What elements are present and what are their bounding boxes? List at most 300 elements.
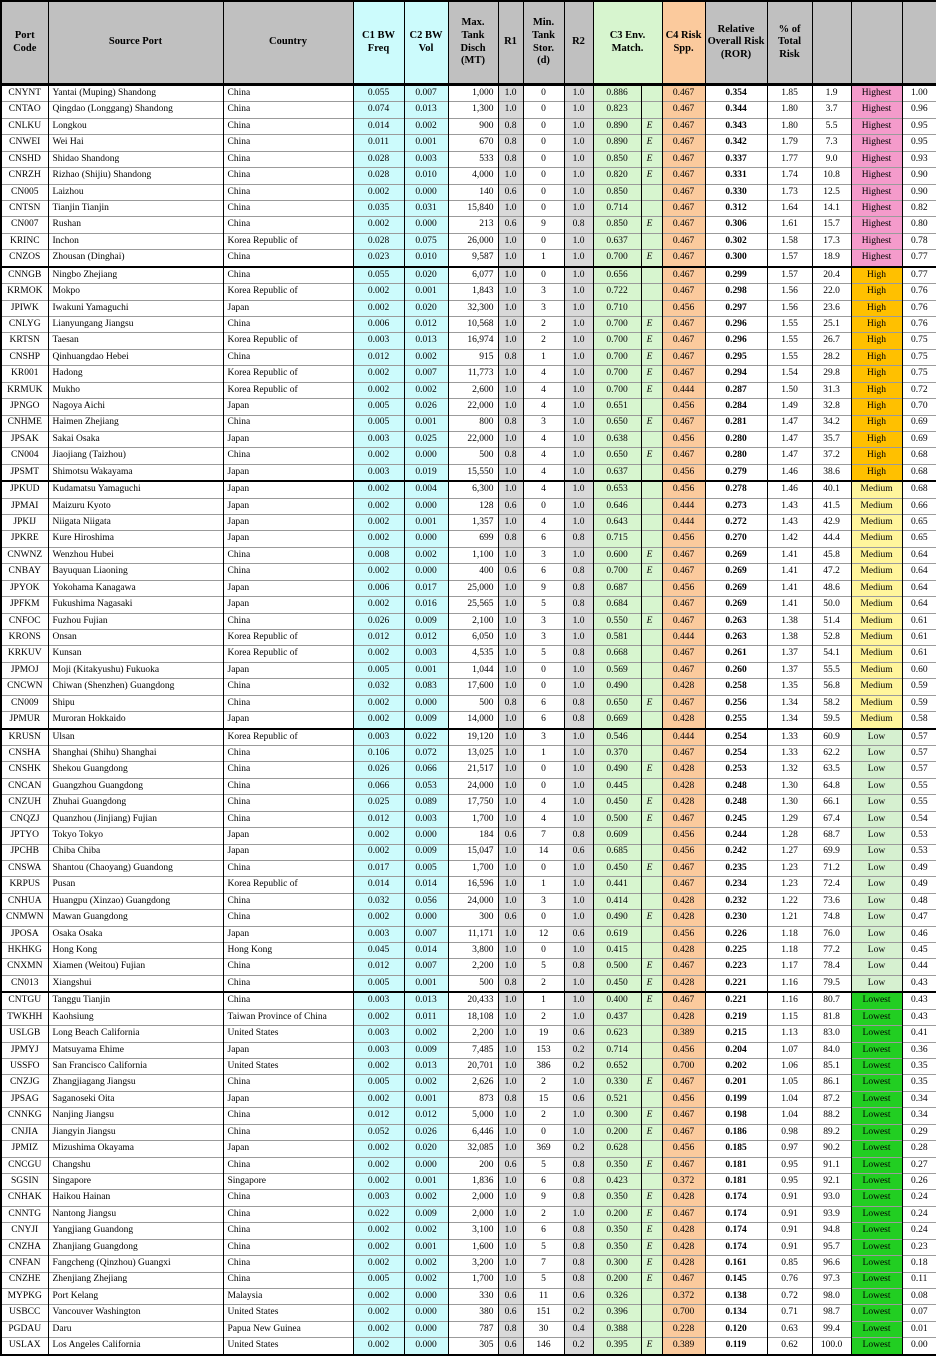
cell-e-flag xyxy=(641,1009,662,1025)
cell-country: Japan xyxy=(223,662,353,678)
cell-risk-category: Highest xyxy=(851,184,902,200)
cell-c4-risk-spp: 0.467 xyxy=(662,448,705,464)
cell-cumulative-pct: 100.0 xyxy=(812,1338,851,1355)
table-row xyxy=(1,795,936,811)
cell-cumulative-pct: 97.3 xyxy=(812,1272,851,1288)
cell-country: Japan xyxy=(223,464,353,481)
cell-max-tank-disch: 16,974 xyxy=(448,333,498,349)
cell-max-tank-disch: 500 xyxy=(448,975,498,992)
table-row xyxy=(1,1288,936,1304)
cell-r2: 0.8 xyxy=(564,959,593,975)
cell-c3-env-match: 0.569 xyxy=(593,662,641,678)
cell-source-port: Inchon xyxy=(48,233,223,249)
cell-r2: 1.0 xyxy=(564,547,593,563)
cell-r1: 1.0 xyxy=(498,1059,523,1075)
cell-pct-total-risk: 1.61 xyxy=(767,217,812,233)
cell-country: China xyxy=(223,1108,353,1124)
cell-max-tank-disch: 5,000 xyxy=(448,1108,498,1124)
cell-e-flag xyxy=(641,630,662,646)
cell-r2: 0.2 xyxy=(564,1338,593,1355)
cell-relative-overall-risk: 0.254 xyxy=(705,729,767,746)
cell-country: United States xyxy=(223,1026,353,1042)
cell-pct-total-risk: 1.64 xyxy=(767,200,812,216)
table-row xyxy=(1,547,936,563)
cell-norm-score: 0.64 xyxy=(902,580,936,596)
cell-country: China xyxy=(223,1124,353,1140)
cell-e-flag: E xyxy=(641,333,662,349)
cell-c1-bw-freq: 0.002 xyxy=(353,1239,404,1255)
cell-max-tank-disch: 1,300 xyxy=(448,102,498,118)
cell-c1-bw-freq: 0.005 xyxy=(353,399,404,415)
cell-relative-overall-risk: 0.258 xyxy=(705,679,767,695)
cell-c3-env-match: 0.628 xyxy=(593,1141,641,1157)
cell-e-flag xyxy=(641,1091,662,1107)
cell-r2: 0.8 xyxy=(564,1272,593,1288)
cell-c2-bw-vol: 0.009 xyxy=(404,844,448,860)
cell-c2-bw-vol: 0.020 xyxy=(404,300,448,316)
cell-c1-bw-freq: 0.002 xyxy=(353,284,404,300)
cell-c3-env-match: 0.450 xyxy=(593,975,641,992)
cell-source-port: Zhangjiagang Jiangsu xyxy=(48,1075,223,1091)
cell-max-tank-disch: 22,000 xyxy=(448,399,498,415)
cell-risk-category: Highest xyxy=(851,200,902,216)
cell-country: Japan xyxy=(223,498,353,514)
cell-c4-risk-spp: 0.428 xyxy=(662,975,705,992)
cell-pct-total-risk: 1.35 xyxy=(767,679,812,695)
cell-relative-overall-risk: 0.284 xyxy=(705,399,767,415)
cell-c3-env-match: 0.650 xyxy=(593,448,641,464)
cell-source-port: Matsuyama Ehime xyxy=(48,1042,223,1058)
cell-risk-category: High xyxy=(851,267,902,284)
cell-cumulative-pct: 63.5 xyxy=(812,762,851,778)
cell-country: Malaysia xyxy=(223,1288,353,1304)
cell-e-flag xyxy=(641,1321,662,1337)
cell-risk-category: Low xyxy=(851,860,902,876)
cell-port-code: TWKHH xyxy=(1,1009,48,1025)
cell-pct-total-risk: 1.34 xyxy=(767,695,812,711)
cell-r1: 1.0 xyxy=(498,630,523,646)
cell-c2-bw-vol: 0.012 xyxy=(404,316,448,332)
cell-cumulative-pct: 77.2 xyxy=(812,943,851,959)
cell-c1-bw-freq: 0.006 xyxy=(353,580,404,596)
table-row xyxy=(1,943,936,959)
cell-r1: 1.0 xyxy=(498,1239,523,1255)
cell-min-tank-stor: 369 xyxy=(523,1141,564,1157)
cell-risk-category: Medium xyxy=(851,580,902,596)
cell-max-tank-disch: 500 xyxy=(448,695,498,711)
cell-c2-bw-vol: 0.002 xyxy=(404,547,448,563)
cell-r2: 0.8 xyxy=(564,531,593,547)
cell-e-flag: E xyxy=(641,118,662,134)
cell-cumulative-pct: 10.8 xyxy=(812,168,851,184)
cell-c4-risk-spp: 0.467 xyxy=(662,184,705,200)
cell-risk-category: Highest xyxy=(851,151,902,167)
cell-max-tank-disch: 2,200 xyxy=(448,959,498,975)
cell-e-flag xyxy=(641,646,662,662)
cell-max-tank-disch: 533 xyxy=(448,151,498,167)
cell-country: China xyxy=(223,316,353,332)
cell-min-tank-stor: 2 xyxy=(523,1075,564,1091)
cell-country: United States xyxy=(223,1338,353,1355)
cell-relative-overall-risk: 0.226 xyxy=(705,926,767,942)
table-row xyxy=(1,1223,936,1239)
cell-port-code: CNBAY xyxy=(1,564,48,580)
cell-c1-bw-freq: 0.005 xyxy=(353,662,404,678)
cell-c1-bw-freq: 0.012 xyxy=(353,1108,404,1124)
cell-country: Japan xyxy=(223,1042,353,1058)
cell-c4-risk-spp: 0.467 xyxy=(662,349,705,365)
cell-relative-overall-risk: 0.280 xyxy=(705,431,767,447)
cell-r1: 1.0 xyxy=(498,712,523,729)
cell-c1-bw-freq: 0.026 xyxy=(353,613,404,629)
cell-risk-category: Lowest xyxy=(851,1174,902,1190)
cell-c4-risk-spp: 0.456 xyxy=(662,481,705,498)
cell-c2-bw-vol: 0.001 xyxy=(404,1174,448,1190)
cell-source-port: Port Kelang xyxy=(48,1288,223,1304)
cell-r2: 1.0 xyxy=(564,762,593,778)
cell-e-flag: E xyxy=(641,168,662,184)
cell-country: Japan xyxy=(223,481,353,498)
cell-max-tank-disch: 873 xyxy=(448,1091,498,1107)
cell-c4-risk-spp: 0.456 xyxy=(662,580,705,596)
cell-max-tank-disch: 14,000 xyxy=(448,712,498,729)
table-row xyxy=(1,250,936,267)
cell-source-port: Maizuru Kyoto xyxy=(48,498,223,514)
cell-cumulative-pct: 15.7 xyxy=(812,217,851,233)
cell-e-flag: E xyxy=(641,860,662,876)
cell-c1-bw-freq: 0.002 xyxy=(353,448,404,464)
cell-port-code: CNSHD xyxy=(1,151,48,167)
cell-c2-bw-vol: 0.000 xyxy=(404,828,448,844)
cell-source-port: Bayuquan Liaoning xyxy=(48,564,223,580)
cell-max-tank-disch: 4,535 xyxy=(448,646,498,662)
col-header-pct-total-risk: % of Total Risk xyxy=(767,1,812,85)
cell-port-code: JPMYJ xyxy=(1,1042,48,1058)
cell-country: China xyxy=(223,415,353,431)
cell-port-code: JPCHB xyxy=(1,844,48,860)
cell-e-flag xyxy=(641,464,662,481)
cell-max-tank-disch: 9,587 xyxy=(448,250,498,267)
cell-pct-total-risk: 1.21 xyxy=(767,910,812,926)
cell-norm-score: 0.35 xyxy=(902,1075,936,1091)
header-row xyxy=(1,1,936,85)
cell-e-flag xyxy=(641,844,662,860)
cell-source-port: Fukushima Nagasaki xyxy=(48,597,223,613)
cell-c1-bw-freq: 0.014 xyxy=(353,118,404,134)
cell-pct-total-risk: 0.91 xyxy=(767,1223,812,1239)
cell-relative-overall-risk: 0.119 xyxy=(705,1338,767,1355)
cell-country: China xyxy=(223,975,353,992)
cell-r2: 1.0 xyxy=(564,811,593,827)
cell-max-tank-disch: 20,433 xyxy=(448,992,498,1009)
cell-source-port: Moji (Kitakyushu) Fukuoka xyxy=(48,662,223,678)
cell-norm-score: 0.65 xyxy=(902,531,936,547)
cell-c1-bw-freq: 0.074 xyxy=(353,102,404,118)
cell-risk-category: Lowest xyxy=(851,1206,902,1222)
cell-pct-total-risk: 1.46 xyxy=(767,481,812,498)
cell-r2: 1.0 xyxy=(564,860,593,876)
cell-cumulative-pct: 71.2 xyxy=(812,860,851,876)
cell-max-tank-disch: 22,000 xyxy=(448,431,498,447)
cell-r1: 0.8 xyxy=(498,531,523,547)
cell-e-flag xyxy=(641,284,662,300)
cell-r2: 1.0 xyxy=(564,349,593,365)
cell-c3-env-match: 0.823 xyxy=(593,102,641,118)
cell-cumulative-pct: 60.9 xyxy=(812,729,851,746)
table-row xyxy=(1,151,936,167)
cell-norm-score: 0.64 xyxy=(902,597,936,613)
cell-c3-env-match: 0.651 xyxy=(593,399,641,415)
cell-port-code: USLGB xyxy=(1,1026,48,1042)
cell-norm-score: 0.57 xyxy=(902,762,936,778)
cell-r2: 1.0 xyxy=(564,729,593,746)
cell-port-code: KRTSN xyxy=(1,333,48,349)
cell-cumulative-pct: 67.4 xyxy=(812,811,851,827)
table-header xyxy=(1,1,936,85)
cell-c4-risk-spp: 0.467 xyxy=(662,597,705,613)
cell-cumulative-pct: 22.0 xyxy=(812,284,851,300)
cell-port-code: CNYJI xyxy=(1,1223,48,1239)
cell-r1: 0.6 xyxy=(498,1338,523,1355)
cell-c1-bw-freq: 0.002 xyxy=(353,366,404,382)
cell-c1-bw-freq: 0.002 xyxy=(353,695,404,711)
cell-min-tank-stor: 0 xyxy=(523,762,564,778)
cell-min-tank-stor: 2 xyxy=(523,1009,564,1025)
table-row xyxy=(1,498,936,514)
cell-r1: 1.0 xyxy=(498,926,523,942)
cell-c2-bw-vol: 0.003 xyxy=(404,646,448,662)
cell-r1: 1.0 xyxy=(498,795,523,811)
cell-c4-risk-spp: 0.467 xyxy=(662,1272,705,1288)
cell-r2: 1.0 xyxy=(564,431,593,447)
cell-min-tank-stor: 4 xyxy=(523,399,564,415)
cell-relative-overall-risk: 0.120 xyxy=(705,1321,767,1337)
cell-min-tank-stor: 0 xyxy=(523,679,564,695)
table-row xyxy=(1,168,936,184)
cell-norm-score: 0.01 xyxy=(902,1321,936,1337)
cell-source-port: Tokyo Tokyo xyxy=(48,828,223,844)
cell-c2-bw-vol: 0.083 xyxy=(404,679,448,695)
cell-port-code: JPMUR xyxy=(1,712,48,729)
cell-c4-risk-spp: 0.467 xyxy=(662,860,705,876)
cell-c3-env-match: 0.490 xyxy=(593,910,641,926)
cell-min-tank-stor: 5 xyxy=(523,646,564,662)
cell-source-port: Pusan xyxy=(48,877,223,893)
cell-r2: 0.6 xyxy=(564,844,593,860)
cell-min-tank-stor: 0 xyxy=(523,233,564,249)
cell-pct-total-risk: 0.95 xyxy=(767,1157,812,1173)
cell-relative-overall-risk: 0.138 xyxy=(705,1288,767,1304)
cell-c1-bw-freq: 0.003 xyxy=(353,1026,404,1042)
cell-min-tank-stor: 4 xyxy=(523,515,564,531)
cell-port-code: CNXMN xyxy=(1,959,48,975)
cell-c4-risk-spp: 0.467 xyxy=(662,284,705,300)
cell-norm-score: 0.48 xyxy=(902,893,936,909)
cell-risk-category: Lowest xyxy=(851,1124,902,1140)
cell-risk-category: Highest xyxy=(851,135,902,151)
cell-c3-env-match: 0.388 xyxy=(593,1321,641,1337)
table-row xyxy=(1,349,936,365)
cell-country: China xyxy=(223,1223,353,1239)
cell-r1: 1.0 xyxy=(498,168,523,184)
cell-pct-total-risk: 1.50 xyxy=(767,382,812,398)
cell-risk-category: Low xyxy=(851,746,902,762)
cell-norm-score: 0.69 xyxy=(902,431,936,447)
cell-risk-category: Low xyxy=(851,975,902,992)
cell-r1: 1.0 xyxy=(498,1075,523,1091)
cell-pct-total-risk: 1.30 xyxy=(767,795,812,811)
cell-pct-total-risk: 1.37 xyxy=(767,662,812,678)
cell-c4-risk-spp: 0.456 xyxy=(662,1141,705,1157)
cell-pct-total-risk: 1.27 xyxy=(767,844,812,860)
cell-c4-risk-spp: 0.428 xyxy=(662,679,705,695)
cell-port-code: CNHUA xyxy=(1,893,48,909)
cell-country: Japan xyxy=(223,1141,353,1157)
cell-e-flag xyxy=(641,746,662,762)
cell-e-flag: E xyxy=(641,448,662,464)
cell-r1: 1.0 xyxy=(498,646,523,662)
cell-risk-category: High xyxy=(851,431,902,447)
cell-c2-bw-vol: 0.012 xyxy=(404,1108,448,1124)
cell-norm-score: 0.61 xyxy=(902,646,936,662)
cell-risk-category: Lowest xyxy=(851,1338,902,1355)
cell-c4-risk-spp: 0.428 xyxy=(662,893,705,909)
cell-norm-score: 0.82 xyxy=(902,200,936,216)
cell-pct-total-risk: 1.41 xyxy=(767,580,812,596)
cell-pct-total-risk: 1.13 xyxy=(767,1026,812,1042)
cell-e-flag: E xyxy=(641,564,662,580)
cell-norm-score: 0.65 xyxy=(902,515,936,531)
cell-port-code: PGDAU xyxy=(1,1321,48,1337)
cell-e-flag xyxy=(641,515,662,531)
cell-min-tank-stor: 386 xyxy=(523,1059,564,1075)
cell-pct-total-risk: 1.56 xyxy=(767,300,812,316)
cell-risk-category: Medium xyxy=(851,597,902,613)
cell-c1-bw-freq: 0.003 xyxy=(353,333,404,349)
cell-max-tank-disch: 800 xyxy=(448,415,498,431)
cell-c4-risk-spp: 0.467 xyxy=(662,316,705,332)
cell-risk-category: Low xyxy=(851,877,902,893)
cell-risk-category: High xyxy=(851,284,902,300)
cell-e-flag xyxy=(641,1141,662,1157)
cell-risk-category: Low xyxy=(851,778,902,794)
cell-risk-category: Lowest xyxy=(851,1026,902,1042)
cell-c1-bw-freq: 0.002 xyxy=(353,1009,404,1025)
cell-c3-env-match: 0.445 xyxy=(593,778,641,794)
cell-e-flag: E xyxy=(641,250,662,267)
cell-c1-bw-freq: 0.002 xyxy=(353,1305,404,1321)
cell-r1: 0.6 xyxy=(498,1157,523,1173)
cell-c2-bw-vol: 0.010 xyxy=(404,250,448,267)
cell-c3-env-match: 0.370 xyxy=(593,746,641,762)
cell-cumulative-pct: 74.8 xyxy=(812,910,851,926)
cell-r1: 1.0 xyxy=(498,1190,523,1206)
table-row xyxy=(1,200,936,216)
cell-relative-overall-risk: 0.223 xyxy=(705,959,767,975)
cell-c2-bw-vol: 0.003 xyxy=(404,151,448,167)
cell-r2: 0.2 xyxy=(564,1059,593,1075)
cell-country: Hong Kong xyxy=(223,943,353,959)
cell-c1-bw-freq: 0.005 xyxy=(353,1272,404,1288)
cell-relative-overall-risk: 0.234 xyxy=(705,877,767,893)
cell-source-port: Osaka Osaka xyxy=(48,926,223,942)
cell-r1: 0.6 xyxy=(498,184,523,200)
cell-c3-env-match: 0.637 xyxy=(593,464,641,481)
cell-min-tank-stor: 2 xyxy=(523,1108,564,1124)
cell-e-flag xyxy=(641,1305,662,1321)
cell-c1-bw-freq: 0.066 xyxy=(353,778,404,794)
cell-e-flag: E xyxy=(641,135,662,151)
cell-min-tank-stor: 6 xyxy=(523,1174,564,1190)
cell-c4-risk-spp: 0.428 xyxy=(662,778,705,794)
cell-norm-score: 0.43 xyxy=(902,1009,936,1025)
cell-c3-env-match: 0.330 xyxy=(593,1075,641,1091)
cell-source-port: Jiangyin Jiangsu xyxy=(48,1124,223,1140)
cell-country: China xyxy=(223,778,353,794)
cell-max-tank-disch: 1,600 xyxy=(448,1239,498,1255)
table-row xyxy=(1,382,936,398)
cell-c3-env-match: 0.400 xyxy=(593,992,641,1009)
cell-c1-bw-freq: 0.032 xyxy=(353,893,404,909)
cell-c1-bw-freq: 0.002 xyxy=(353,481,404,498)
cell-c3-env-match: 0.350 xyxy=(593,1239,641,1255)
cell-c4-risk-spp: 0.467 xyxy=(662,959,705,975)
cell-c2-bw-vol: 0.000 xyxy=(404,448,448,464)
cell-norm-score: 0.57 xyxy=(902,746,936,762)
cell-norm-score: 0.69 xyxy=(902,415,936,431)
cell-norm-score: 0.68 xyxy=(902,464,936,481)
cell-pct-total-risk: 1.57 xyxy=(767,267,812,284)
cell-c1-bw-freq: 0.011 xyxy=(353,135,404,151)
cell-risk-category: Medium xyxy=(851,630,902,646)
table-row xyxy=(1,399,936,415)
cell-pct-total-risk: 1.73 xyxy=(767,184,812,200)
col-header-min-tank-stor: Min. Tank Stor. (d) xyxy=(523,1,564,85)
cell-relative-overall-risk: 0.219 xyxy=(705,1009,767,1025)
cell-c4-risk-spp: 0.467 xyxy=(662,695,705,711)
cell-c1-bw-freq: 0.002 xyxy=(353,1338,404,1355)
cell-cumulative-pct: 80.7 xyxy=(812,992,851,1009)
cell-c1-bw-freq: 0.003 xyxy=(353,992,404,1009)
cell-pct-total-risk: 1.16 xyxy=(767,992,812,1009)
cell-pct-total-risk: 1.33 xyxy=(767,746,812,762)
cell-norm-score: 0.53 xyxy=(902,828,936,844)
cell-risk-category: Low xyxy=(851,762,902,778)
cell-cumulative-pct: 7.3 xyxy=(812,135,851,151)
cell-r1: 0.8 xyxy=(498,448,523,464)
cell-source-port: Nagoya Aichi xyxy=(48,399,223,415)
cell-cumulative-pct: 76.0 xyxy=(812,926,851,942)
cell-c2-bw-vol: 0.013 xyxy=(404,1059,448,1075)
cell-max-tank-disch: 305 xyxy=(448,1338,498,1355)
cell-cumulative-pct: 91.1 xyxy=(812,1157,851,1173)
cell-norm-score: 0.95 xyxy=(902,118,936,134)
cell-max-tank-disch: 15,550 xyxy=(448,464,498,481)
cell-max-tank-disch: 1,357 xyxy=(448,515,498,531)
cell-c4-risk-spp: 0.456 xyxy=(662,844,705,860)
cell-pct-total-risk: 1.54 xyxy=(767,366,812,382)
cell-cumulative-pct: 35.7 xyxy=(812,431,851,447)
cell-cumulative-pct: 38.6 xyxy=(812,464,851,481)
cell-risk-category: High xyxy=(851,300,902,316)
cell-port-code: CNZJG xyxy=(1,1075,48,1091)
cell-r1: 1.0 xyxy=(498,333,523,349)
cell-c1-bw-freq: 0.002 xyxy=(353,712,404,729)
cell-source-port: Wenzhou Hubei xyxy=(48,547,223,563)
cell-risk-category: Highest xyxy=(851,118,902,134)
cell-c4-risk-spp: 0.700 xyxy=(662,1305,705,1321)
cell-r2: 1.0 xyxy=(564,662,593,678)
